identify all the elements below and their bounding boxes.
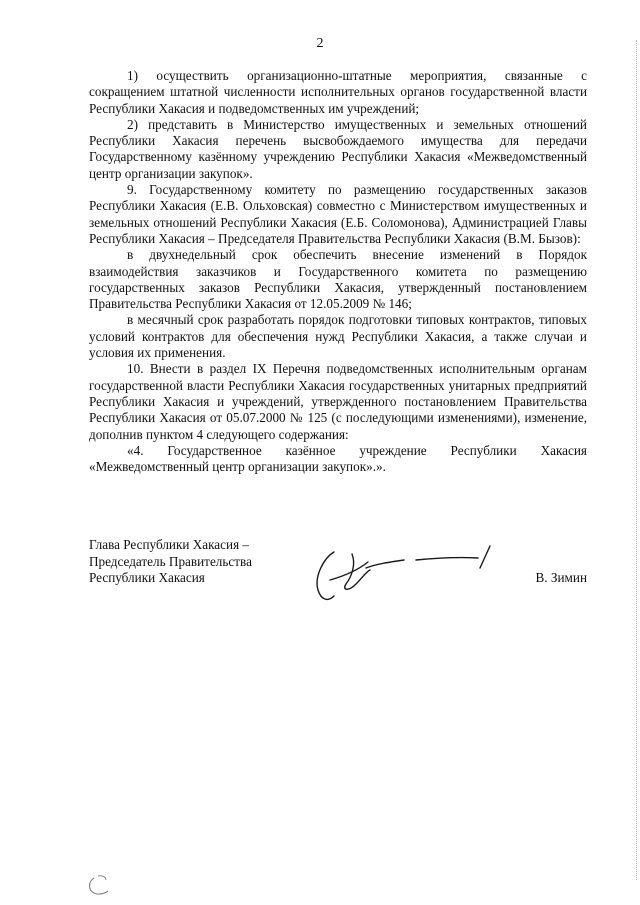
- paragraph-clause-10-item-4: «4. Государственное казённое учреждение Республики Хакасия «Межведомственный центр организации закупок».».: [89, 442, 587, 475]
- paragraph-clause-9-task-1: в двухнедельный срок обеспечить внесение изменений в Порядок взаимодействия заказчиков и Государственного комитета по размещению государственных заказов Республики Хакасия, утвержденный постановлением Правительства Республики Хакасия от 12.05.2009 № 146;: [89, 247, 587, 312]
- paragraph-item-2: 2) представить в Министерство имущественных и земельных отношений Республики Хакасия перечень высвобождаемого имущества для передачи Государственному казённому учреждению Республики Хакасия «Межведомственный центр организации закупок».: [89, 116, 587, 181]
- paragraph-clause-10: 10. Внести в раздел IX Перечня подведомственных исполнительным органам государственной власти Республики Хакасия государственных унитарных предприятий Республики Хакасия и учреждений, утвержденного постановлением Правительства Республики Хакасия от 05.07.2000 № 125 (с последующими изменениями), изменение, дополнив пунктом 4 следующего содержания:: [89, 361, 587, 442]
- signer-title-line-2: Председатель Правительства: [89, 553, 252, 569]
- paragraph-clause-9-task-2: в месячный срок разработать порядок подготовки типовых контрактов, типовых условий контрактов для обеспечения нужд Республики Хакасия, а также случаи и условия их применения.: [89, 312, 587, 361]
- signer-title-line-3: Республики Хакасия: [89, 570, 205, 585]
- paragraph-clause-9: 9. Государственному комитету по размещению государственных заказов Республики Хакасия (Е.В. Ольховская) совместно с Министерством имущественных и земельных отношений Республики Хакасия (Е.Б. Соломонова), Администрацией Главы Республики Хакасия – Председателя Правительства Республики Хакасия (В.М. Бызов):: [89, 182, 587, 246]
- paragraph-item-1: 1) осуществить организационно-штатные мероприятия, связанные с сокращением штатной численности исполнительных органов государственной власти Республики Хакасия и подведомственных им учреждений;: [89, 68, 587, 116]
- page-number: 2: [316, 36, 324, 51]
- signer-title-line-1: Глава Республики Хакасия –: [89, 537, 250, 552]
- scan-edge-marks: [634, 40, 637, 880]
- signer-title: [89, 537, 252, 587]
- signer-name: В. Зимин: [535, 570, 587, 585]
- document-body: [89, 68, 587, 475]
- handwritten-signature: [300, 540, 510, 610]
- scan-artifact-mark: [84, 872, 120, 900]
